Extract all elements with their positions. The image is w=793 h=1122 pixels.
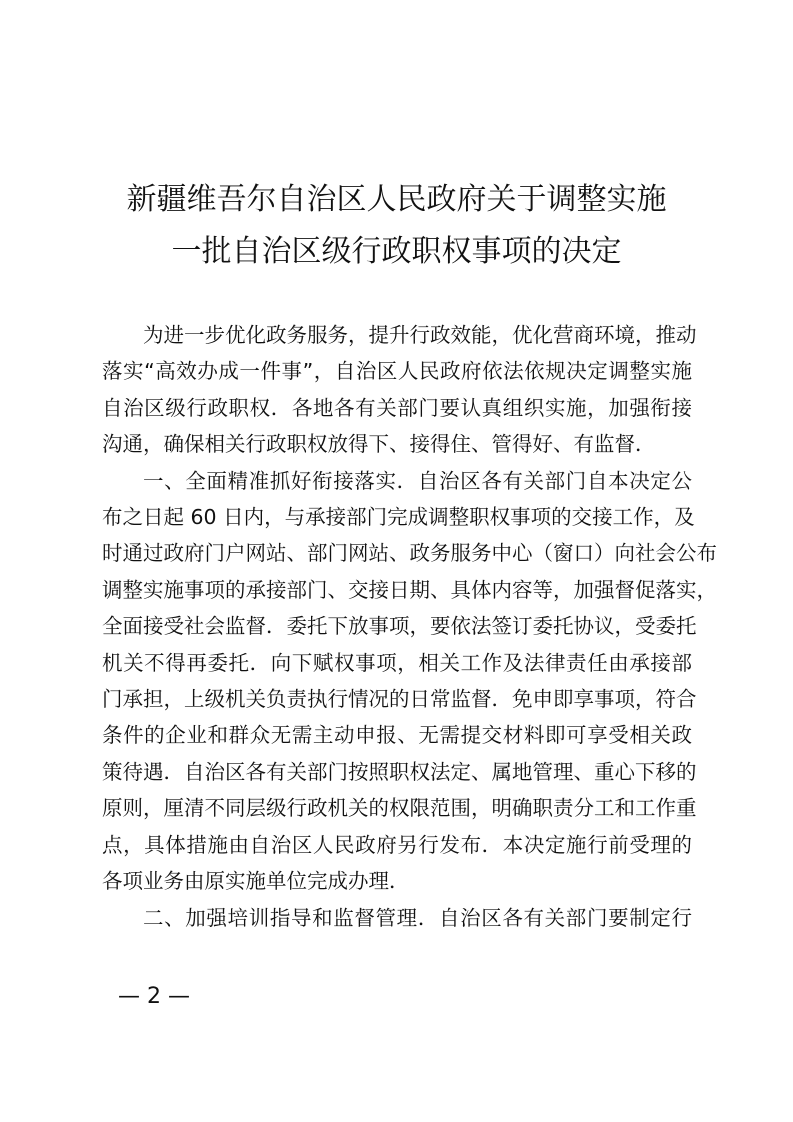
text-line: 时通过政府门户网站、部门网站、政务服务中心（窗口）向社会公布 xyxy=(102,541,717,566)
text-line: 沟通，确保相关行政职权放得下、接得住、管得好、有监督． xyxy=(102,432,656,457)
paragraph-section-2 xyxy=(102,900,692,936)
document-title-line-1: 新疆维吾尔自治区人民政府关于调整实施 xyxy=(126,182,667,217)
paragraph-intro xyxy=(102,317,697,463)
text-line: 条件的企业和群众无需主动申报、无需提交材料即可享受相关政 xyxy=(102,723,692,748)
paragraph-section-1 xyxy=(102,463,717,900)
text-line: 一、全面精准抓好衔接落实．自治区各有关部门自本决定公 xyxy=(143,468,692,493)
text-line: 落实“高效办成一件事”，自治区人民政府依法依规决定调整实施 xyxy=(102,359,692,384)
document-body xyxy=(102,317,717,936)
text-line: 调整实施事项的承接部门、交接日期、具体内容等，加强督促落实， xyxy=(102,577,717,602)
text-line: 门承担，上级机关负责执行情况的日常监督．免申即享事项，符合 xyxy=(102,687,697,712)
text-line: 原则，厘清不同层级行政机关的权限范围，明确职责分工和工作重 xyxy=(102,796,697,821)
text-line: 为进一步优化政务服务，提升行政效能，优化营商环境，推动 xyxy=(143,323,697,347)
text-line: 各项业务由原实施单位完成办理． xyxy=(102,869,410,894)
text-line: 策待遇．自治区各有关部门按照职权法定、属地管理、重心下移的 xyxy=(102,759,697,784)
text-line: 全面接受社会监督．委托下放事项，要依法签订委托协议，受委托 xyxy=(102,614,697,639)
text-line: 布之日起 60 日内，与承接部门完成调整职权事项的交接工作，及 xyxy=(102,505,695,530)
page-number: — 2 — xyxy=(118,984,190,1009)
text-line: 二、加强培训指导和监督管理．自治区各有关部门要制定行 xyxy=(143,905,692,930)
document-title-line-2: 一批自治区级行政职权事项的决定 xyxy=(171,234,622,269)
text-line: 点，具体措施由自治区人民政府另行发布．本决定施行前受理的 xyxy=(102,832,692,857)
text-line: 机关不得再委托．向下赋权事项，相关工作及法律责任由承接部 xyxy=(102,650,692,675)
text-line: 自治区级行政职权．各地各有关部门要认真组织实施，加强衔接 xyxy=(102,395,692,420)
